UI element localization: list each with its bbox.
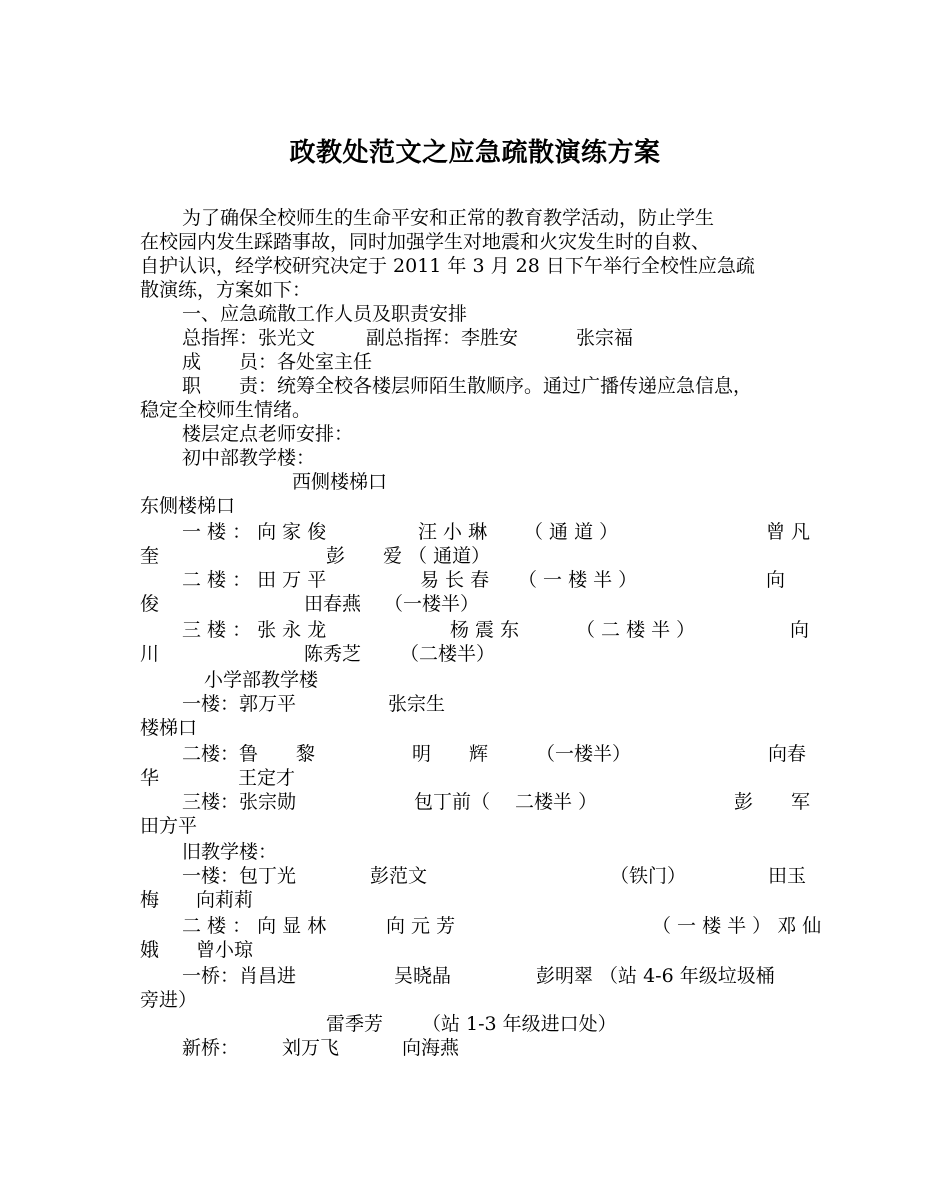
- text: 陈秀芝: [304, 643, 362, 665]
- text: （ 通 道 ）: [524, 521, 619, 543]
- text: 在校园内发生踩踏事故，同时加强学生对地震和火灾发生时的自救、: [140, 231, 711, 253]
- text: 三 楼 ： 张 永 龙: [182, 619, 327, 641]
- text: 向莉莉: [196, 889, 254, 911]
- text: 副总指挥：李胜安: [366, 327, 519, 349]
- text: 华: [140, 767, 160, 789]
- text: 向海燕: [402, 1037, 460, 1059]
- text: 初中部教学楼：: [182, 447, 316, 469]
- text: （ 一 楼 半 ） 邓 仙: [652, 915, 822, 937]
- text: 二 楼 ： 向 显 林: [182, 915, 327, 937]
- text: 二楼：鲁 黎: [182, 743, 316, 765]
- text: 彭 爱 （ 通道）: [326, 545, 491, 567]
- text: 向: [790, 619, 810, 641]
- text: 一楼：郭万平: [182, 693, 297, 715]
- document-title: 政教处范文之应急疏散演练方案: [289, 138, 661, 168]
- text: （站 1-3 年级进口处）: [422, 1013, 617, 1035]
- text: 俊: [140, 593, 160, 615]
- text: 彭 军: [734, 791, 811, 813]
- text: （一楼半）: [384, 593, 480, 615]
- text: （ 一 楼 半 ）: [518, 569, 638, 591]
- text: 曾小琼: [196, 939, 254, 961]
- text: 田玉: [768, 865, 807, 887]
- text: 明 辉: [412, 743, 489, 765]
- text: （ 二 楼 半 ）: [576, 619, 696, 641]
- text: 川: [140, 643, 160, 665]
- text: 田方平: [140, 815, 198, 837]
- text: 奎: [140, 545, 160, 567]
- text: 为了确保全校师生的生命平安和正常的教育教学活动，防止学生: [182, 207, 715, 229]
- text: （一楼半）: [536, 743, 632, 765]
- text: 刘万飞: [282, 1037, 340, 1059]
- text: 总指挥：张光文: [182, 327, 316, 349]
- text: 新桥：: [182, 1037, 240, 1059]
- text: 曾 凡: [766, 521, 811, 543]
- text: 旁进）: [140, 989, 198, 1011]
- text: （二楼半）: [400, 643, 496, 665]
- text: 一桥：肖昌进: [182, 965, 297, 987]
- text: 雷季芳: [326, 1013, 384, 1035]
- text: 一 楼 ： 向 家 俊: [182, 521, 327, 543]
- text: 娥: [140, 939, 160, 961]
- text: 二 楼 ： 田 万 平: [182, 569, 327, 591]
- text: 西侧楼梯口: [292, 471, 388, 493]
- text: 向 元 芳: [386, 915, 456, 937]
- text: 彭明翠 （站 4-6 年级垃圾桶: [536, 965, 775, 987]
- text: 楼梯口: [140, 717, 198, 739]
- text: （铁门）: [610, 865, 687, 887]
- text: 易 长 春: [420, 569, 490, 591]
- text: 张宗福: [576, 327, 634, 349]
- text: 向: [766, 569, 786, 591]
- text: 杨 震 东: [450, 619, 520, 641]
- text: 楼层定点老师安排：: [182, 423, 354, 445]
- text: 三楼：张宗勋: [182, 791, 297, 813]
- text: 小学部教学楼: [204, 669, 319, 691]
- text: 稳定全校师生情绪。: [140, 399, 312, 421]
- text: 吴晓晶: [394, 965, 452, 987]
- text: 田春燕: [304, 593, 362, 615]
- text: 成 员：各处室主任: [182, 351, 373, 373]
- text: 向春: [768, 743, 807, 765]
- text: 包丁前（ 二楼半 ）: [414, 791, 598, 813]
- text: 张宗生: [388, 693, 446, 715]
- text: 旧教学楼：: [182, 841, 278, 863]
- text: 一楼：包丁光: [182, 865, 297, 887]
- text: 一、应急疏散工作人员及职责安排: [182, 303, 468, 325]
- text: 王定才: [238, 767, 296, 789]
- text: 东侧楼梯口: [140, 495, 236, 517]
- text: 梅: [140, 889, 160, 911]
- text: 彭范文: [370, 865, 428, 887]
- text: 汪 小 琳: [418, 521, 488, 543]
- text: 自护认识，经学校研究决定于 2011 年 3 月 28 日下午举行全校性应急疏: [140, 255, 755, 277]
- text: 职 责：统筹全校各楼层师陌生散顺序。通过广播传递应急信息，: [182, 375, 753, 397]
- text: 散演练，方案如下：: [140, 279, 312, 301]
